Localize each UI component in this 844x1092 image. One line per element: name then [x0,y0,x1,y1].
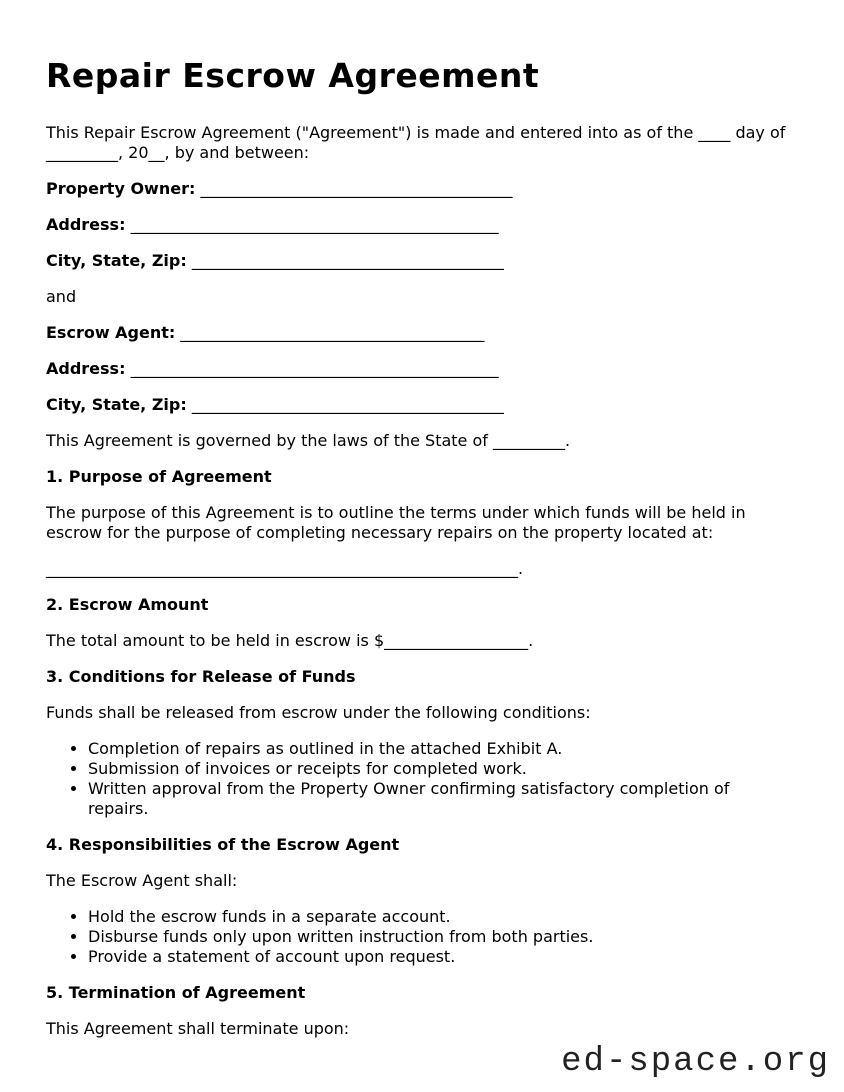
field-row-escrow-agent [46,323,790,343]
field-blank-line: _______________________________________ [191,395,504,414]
bullet-item: • Completion of repairs as outlined in the attached Exhibit A. [88,739,790,759]
field-blank-line: _______________________________________ [200,179,513,198]
section-paragraph: Funds shall be released from escrow under the following conditions: [46,703,591,722]
field-row-owner-city-state-zip [46,251,790,271]
bullet-item: • Provide a statement of account upon request. [88,947,790,967]
field-label: Escrow Agent: [46,323,176,342]
section-blank-line: ___________________________________________________________. [46,559,524,578]
section-paragraph: The purpose of this Agreement is to outline the terms under which funds will be held in escrow for the purpose of completing necessary repairs on the property located at: [46,503,746,542]
field-row-agent-city-state-zip [46,395,790,415]
field-blank-line: ______________________________________________ [130,215,499,234]
watermark-text: ed-space.org [561,1043,830,1081]
section-heading-responsibilities: 4. Responsibilities of the Escrow Agent [46,835,400,854]
section-heading-purpose: 1. Purpose of Agreement [46,467,272,486]
field-label: City, State, Zip: [46,395,187,414]
bullet-item: • Disburse funds only upon written instruction from both parties. [88,927,790,947]
section-heading-escrow-amount: 2. Escrow Amount [46,595,209,614]
field-row-property-owner [46,179,790,199]
connector-text: and [46,287,77,306]
section-paragraph: This Agreement shall terminate upon: [46,1019,350,1038]
bullet-list-conditions [46,739,790,819]
governing-law-paragraph: This Agreement is governed by the laws of the State of _________. [46,431,571,450]
field-blank-line: ______________________________________ [180,323,485,342]
intro-paragraph: This Repair Escrow Agreement ("Agreement") is made and entered into as of the ____ day of _________, 20__, by and between: [46,123,786,162]
bullet-item: • Hold the escrow funds in a separate account. [88,907,790,927]
field-blank-line: _______________________________________ [191,251,504,270]
field-label: Address: [46,215,126,234]
section-paragraph: The Escrow Agent shall: [46,871,238,890]
bullet-list-responsibilities [46,907,790,967]
field-row-owner-address [46,215,790,235]
field-row-agent-address [46,359,790,379]
section-paragraph: The total amount to be held in escrow is $__________________. [46,631,534,650]
document-title: Repair Escrow Agreement [46,56,540,95]
bullet-item: • Submission of invoices or receipts for completed work. [88,759,790,779]
field-blank-line: ______________________________________________ [130,359,499,378]
bullet-item: • Written approval from the Property Owner confirming satisfactory completion of repairs. [88,779,790,819]
section-heading-conditions: 3. Conditions for Release of Funds [46,667,356,686]
field-label: City, State, Zip: [46,251,187,270]
field-label: Address: [46,359,126,378]
field-label: Property Owner: [46,179,196,198]
section-heading-termination: 5. Termination of Agreement [46,983,306,1002]
